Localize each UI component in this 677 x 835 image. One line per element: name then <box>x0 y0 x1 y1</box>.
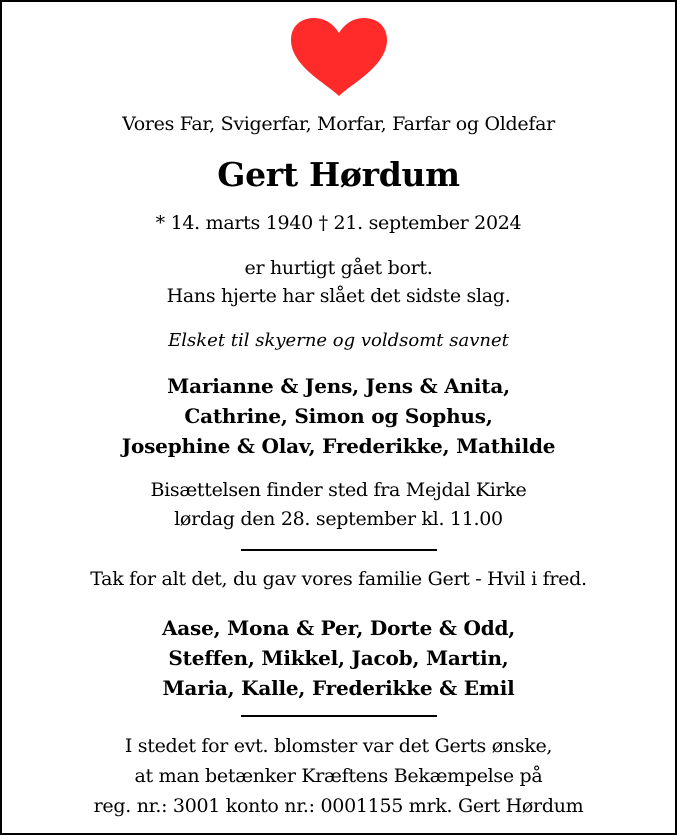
friends-line-1: Aase, Mona & Per, Dorte & Odd, <box>161 616 516 640</box>
tagline: Elsket til skyerne og voldsomt savnet <box>168 330 509 351</box>
intro-text: Vores Far, Svigerfar, Morfar, Farfar og Oldefar <box>122 113 555 135</box>
family-line-2: Cathrine, Simon og Sophus, <box>184 404 493 428</box>
family-line-1: Marianne & Jens, Jens & Anita, <box>167 374 510 398</box>
ceremony-line-1: Bisættelsen finder sted fra Mejdal Kirke <box>150 479 527 501</box>
divider-1 <box>241 549 437 551</box>
ceremony-line-2: lørdag den 28. september kl. 11.00 <box>174 508 503 530</box>
friends-line-2: Steffen, Mikkel, Jacob, Martin, <box>168 646 509 670</box>
passing-line-2: Hans hjerte har slået det sidste slag. <box>166 285 511 307</box>
heart-icon <box>288 18 390 98</box>
donation-line-3: reg. nr.: 3001 konto nr.: 0001155 mrk. Gert Hørdum <box>93 795 584 817</box>
friends-line-3: Maria, Kalle, Frederikke & Emil <box>162 676 515 700</box>
family-line-3: Josephine & Olav, Frederikke, Mathilde <box>121 434 556 458</box>
deceased-name: Gert Hørdum <box>217 155 460 194</box>
donation-line-1: I stedet for evt. blomster var det Gerts ønske, <box>124 735 553 757</box>
divider-2 <box>241 715 437 717</box>
heart-shape <box>291 18 387 96</box>
thanks-text: Tak for alt det, du gav vores familie Gert - Hvil i fred. <box>90 568 587 590</box>
passing-line-1: er hurtigt gået bort. <box>244 257 433 279</box>
donation-line-2: at man betænker Kræftens Bekæmpelse på <box>134 765 543 787</box>
life-dates: * 14. marts 1940 † 21. september 2024 <box>155 212 522 234</box>
